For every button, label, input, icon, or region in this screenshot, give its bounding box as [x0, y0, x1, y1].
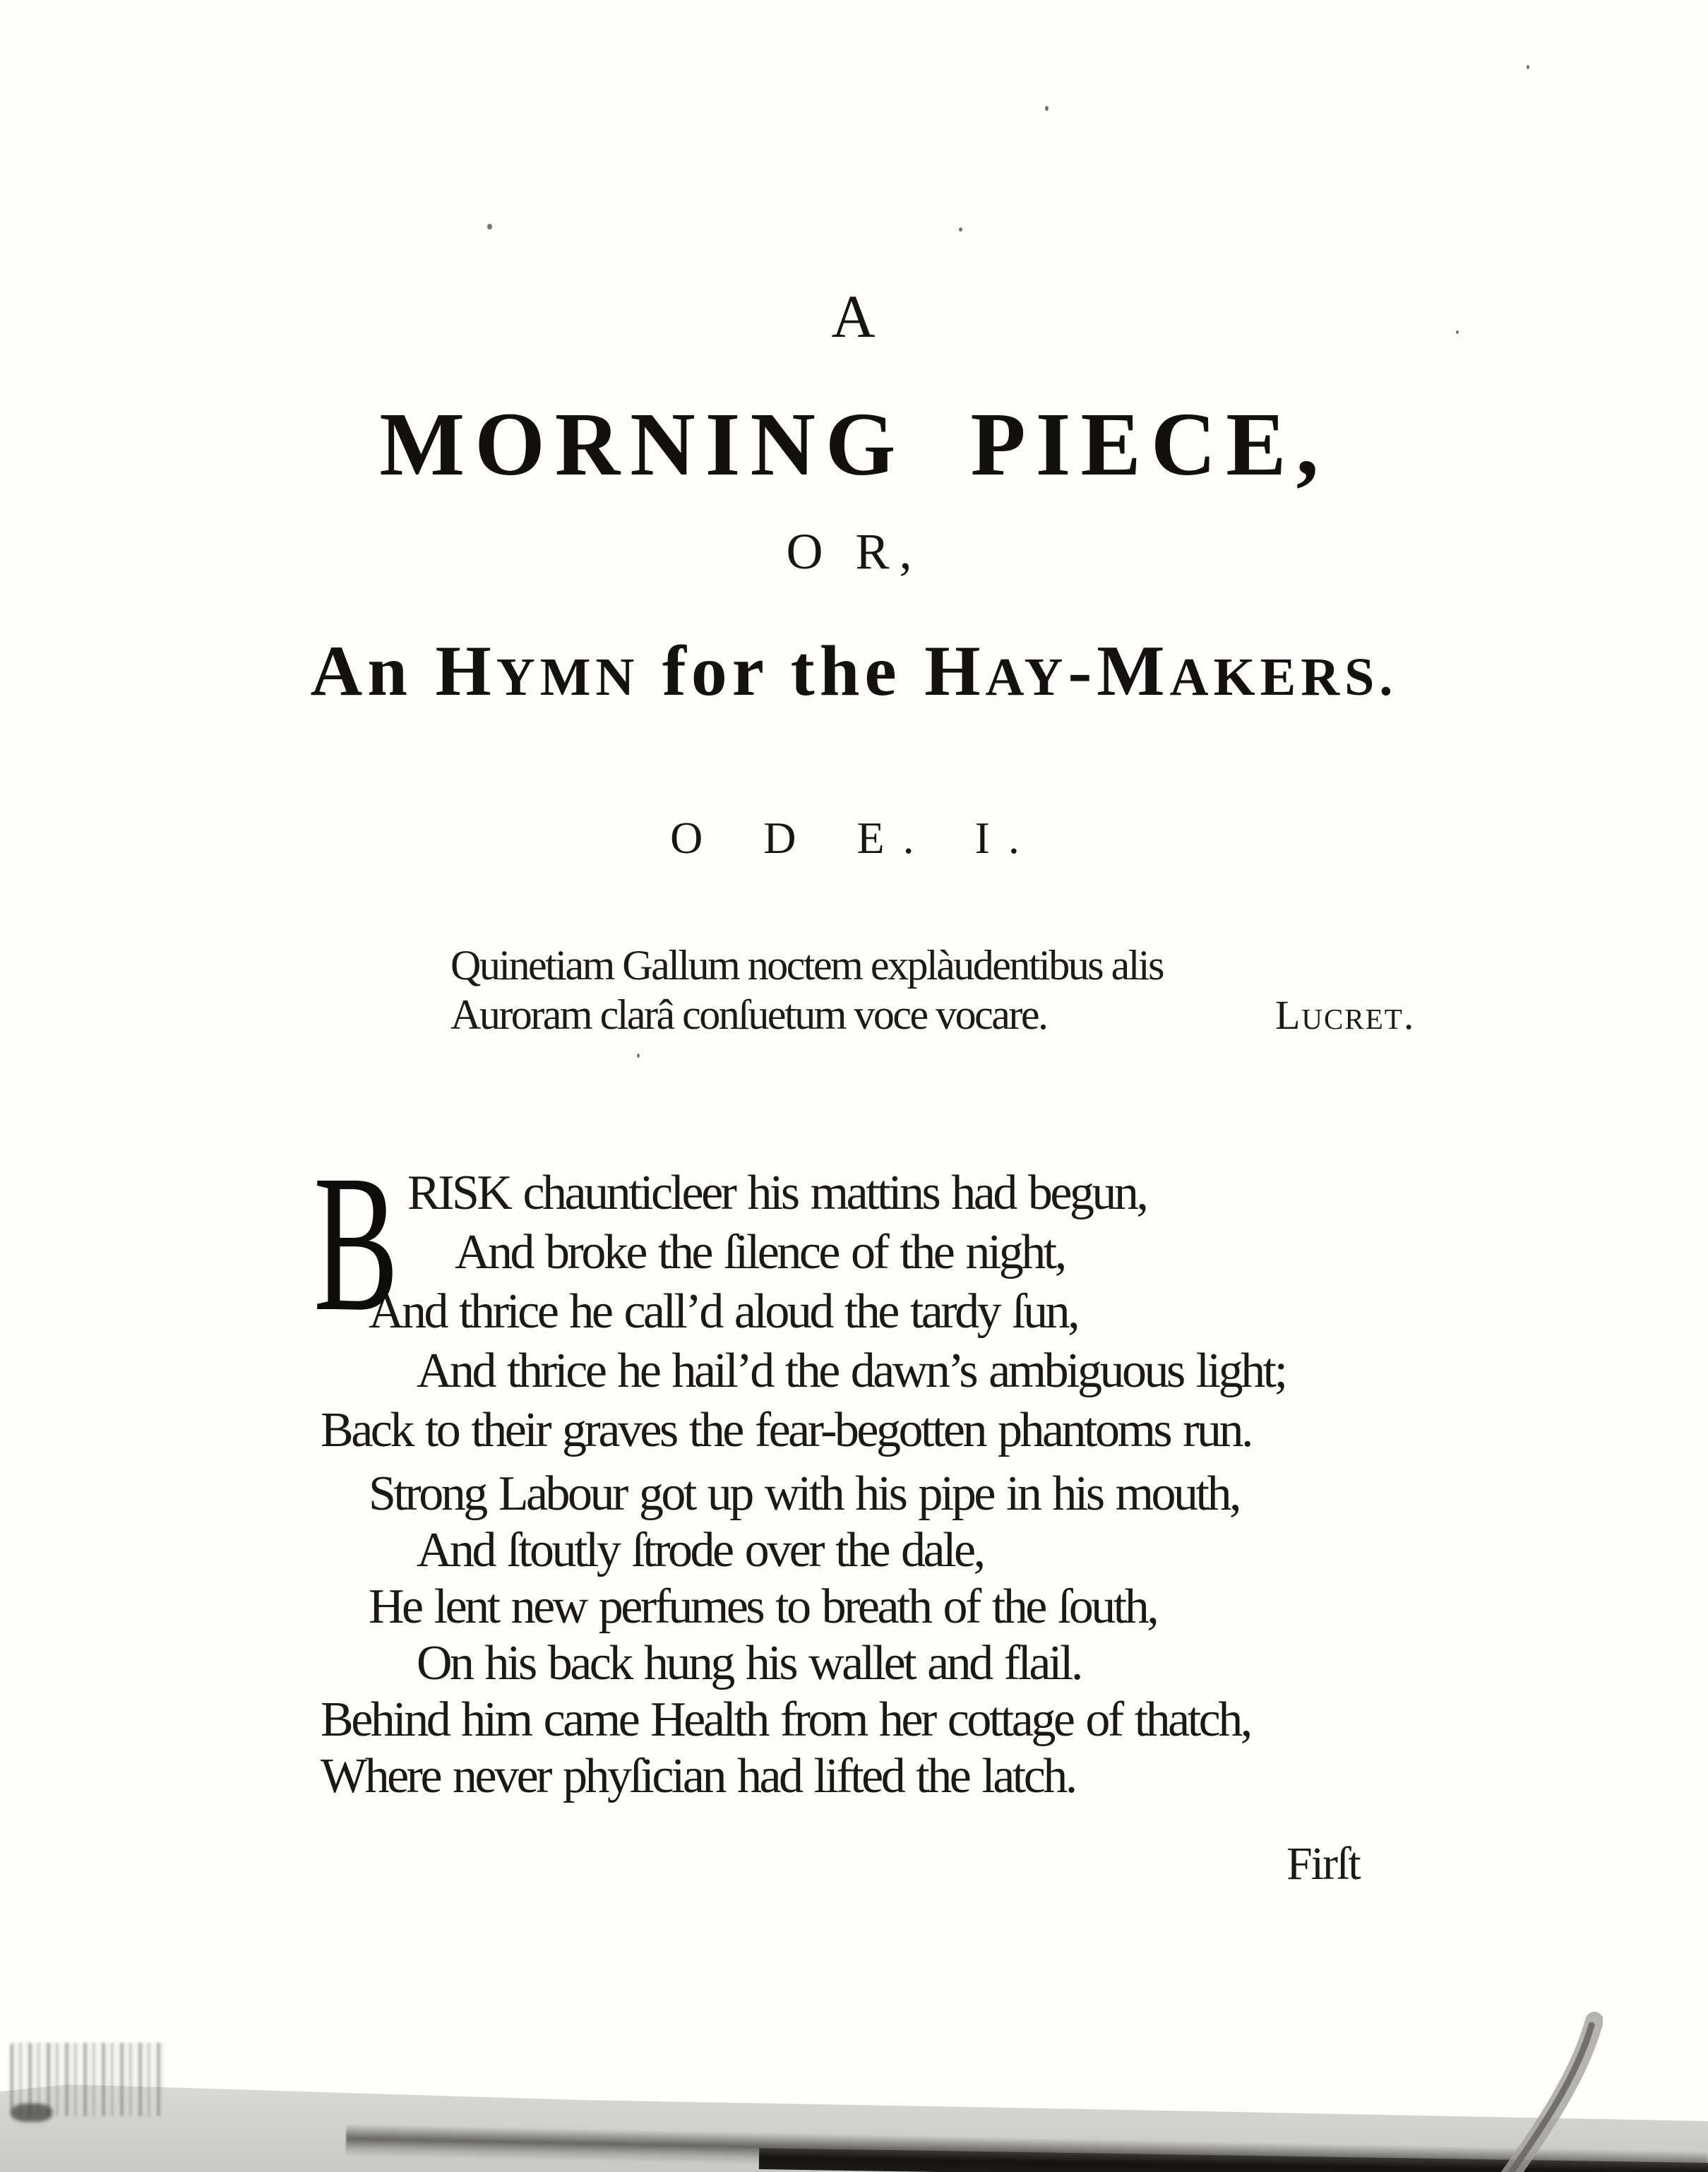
- poem-subtitle: [0, 630, 1708, 712]
- poem-line: And ſtoutly ſtrode over the dale,: [417, 1523, 984, 1577]
- scan-speck: [637, 1054, 640, 1058]
- poem-line: Back to their graves the fear-begotten phantoms run.: [321, 1403, 1251, 1457]
- poem-line: Behind him came Health from her cottage of thatch,: [321, 1693, 1250, 1747]
- poem-line: And broke the ſilence of the night,: [455, 1225, 1065, 1279]
- scan-speck: [1456, 330, 1459, 334]
- scan-speck: [487, 224, 492, 229]
- drop-cap: B: [313, 1135, 399, 1352]
- scan-speck: [1527, 65, 1529, 69]
- epigraph-line: Quinetiam Gallum noctem explàudentibus alis: [450, 942, 1163, 989]
- poem-line: On his back hung his wallet and flail.: [417, 1636, 1081, 1690]
- page-curl-mark: [1370, 2011, 1603, 2172]
- epigraph-attribution: Lucret.: [1275, 992, 1416, 1038]
- subtitle-segment: AY: [985, 648, 1068, 707]
- poem-title: MORNING PIECE,: [379, 394, 1329, 494]
- poem-line: RISK chaunticleer his mattins had begun,: [407, 1166, 1147, 1220]
- scan-smudge: [10, 2043, 164, 2116]
- stanza-1: [313, 1135, 1286, 1460]
- poem-line: And thrice he call’d aloud the tardy ſun,: [369, 1284, 1078, 1339]
- epigraph: [450, 941, 1163, 1039]
- subtitle-segment: YMN: [496, 648, 640, 707]
- poem-line: Where never phyſician had lifted the latch.: [321, 1749, 1075, 1803]
- scan-speck: [1045, 106, 1049, 111]
- title-or-label: O R,: [786, 523, 922, 580]
- stanza-2: [316, 1466, 1250, 1805]
- epigraph-line: Auroram clarâ conſuetum voce vocare.: [450, 991, 1047, 1038]
- poem-line: He lent new perfumes to breath of the ſouth,: [369, 1580, 1157, 1634]
- ode-heading: O D E. I.: [670, 813, 1038, 863]
- poem-line: And thrice he hail’d the dawn’s ambiguous light;: [417, 1344, 1286, 1398]
- catchword: Firſt: [1286, 1838, 1360, 1890]
- subtitle-segment: for the H: [639, 631, 986, 711]
- subtitle-segment: An H: [310, 631, 496, 711]
- half-title-article: A: [831, 282, 877, 350]
- poem-line: Strong Labour got up with his pipe in his mouth,: [369, 1467, 1239, 1521]
- scan-speck: [959, 227, 962, 232]
- subtitle-segment: -M: [1068, 631, 1170, 711]
- subtitle-segment: AKERS.: [1169, 648, 1398, 707]
